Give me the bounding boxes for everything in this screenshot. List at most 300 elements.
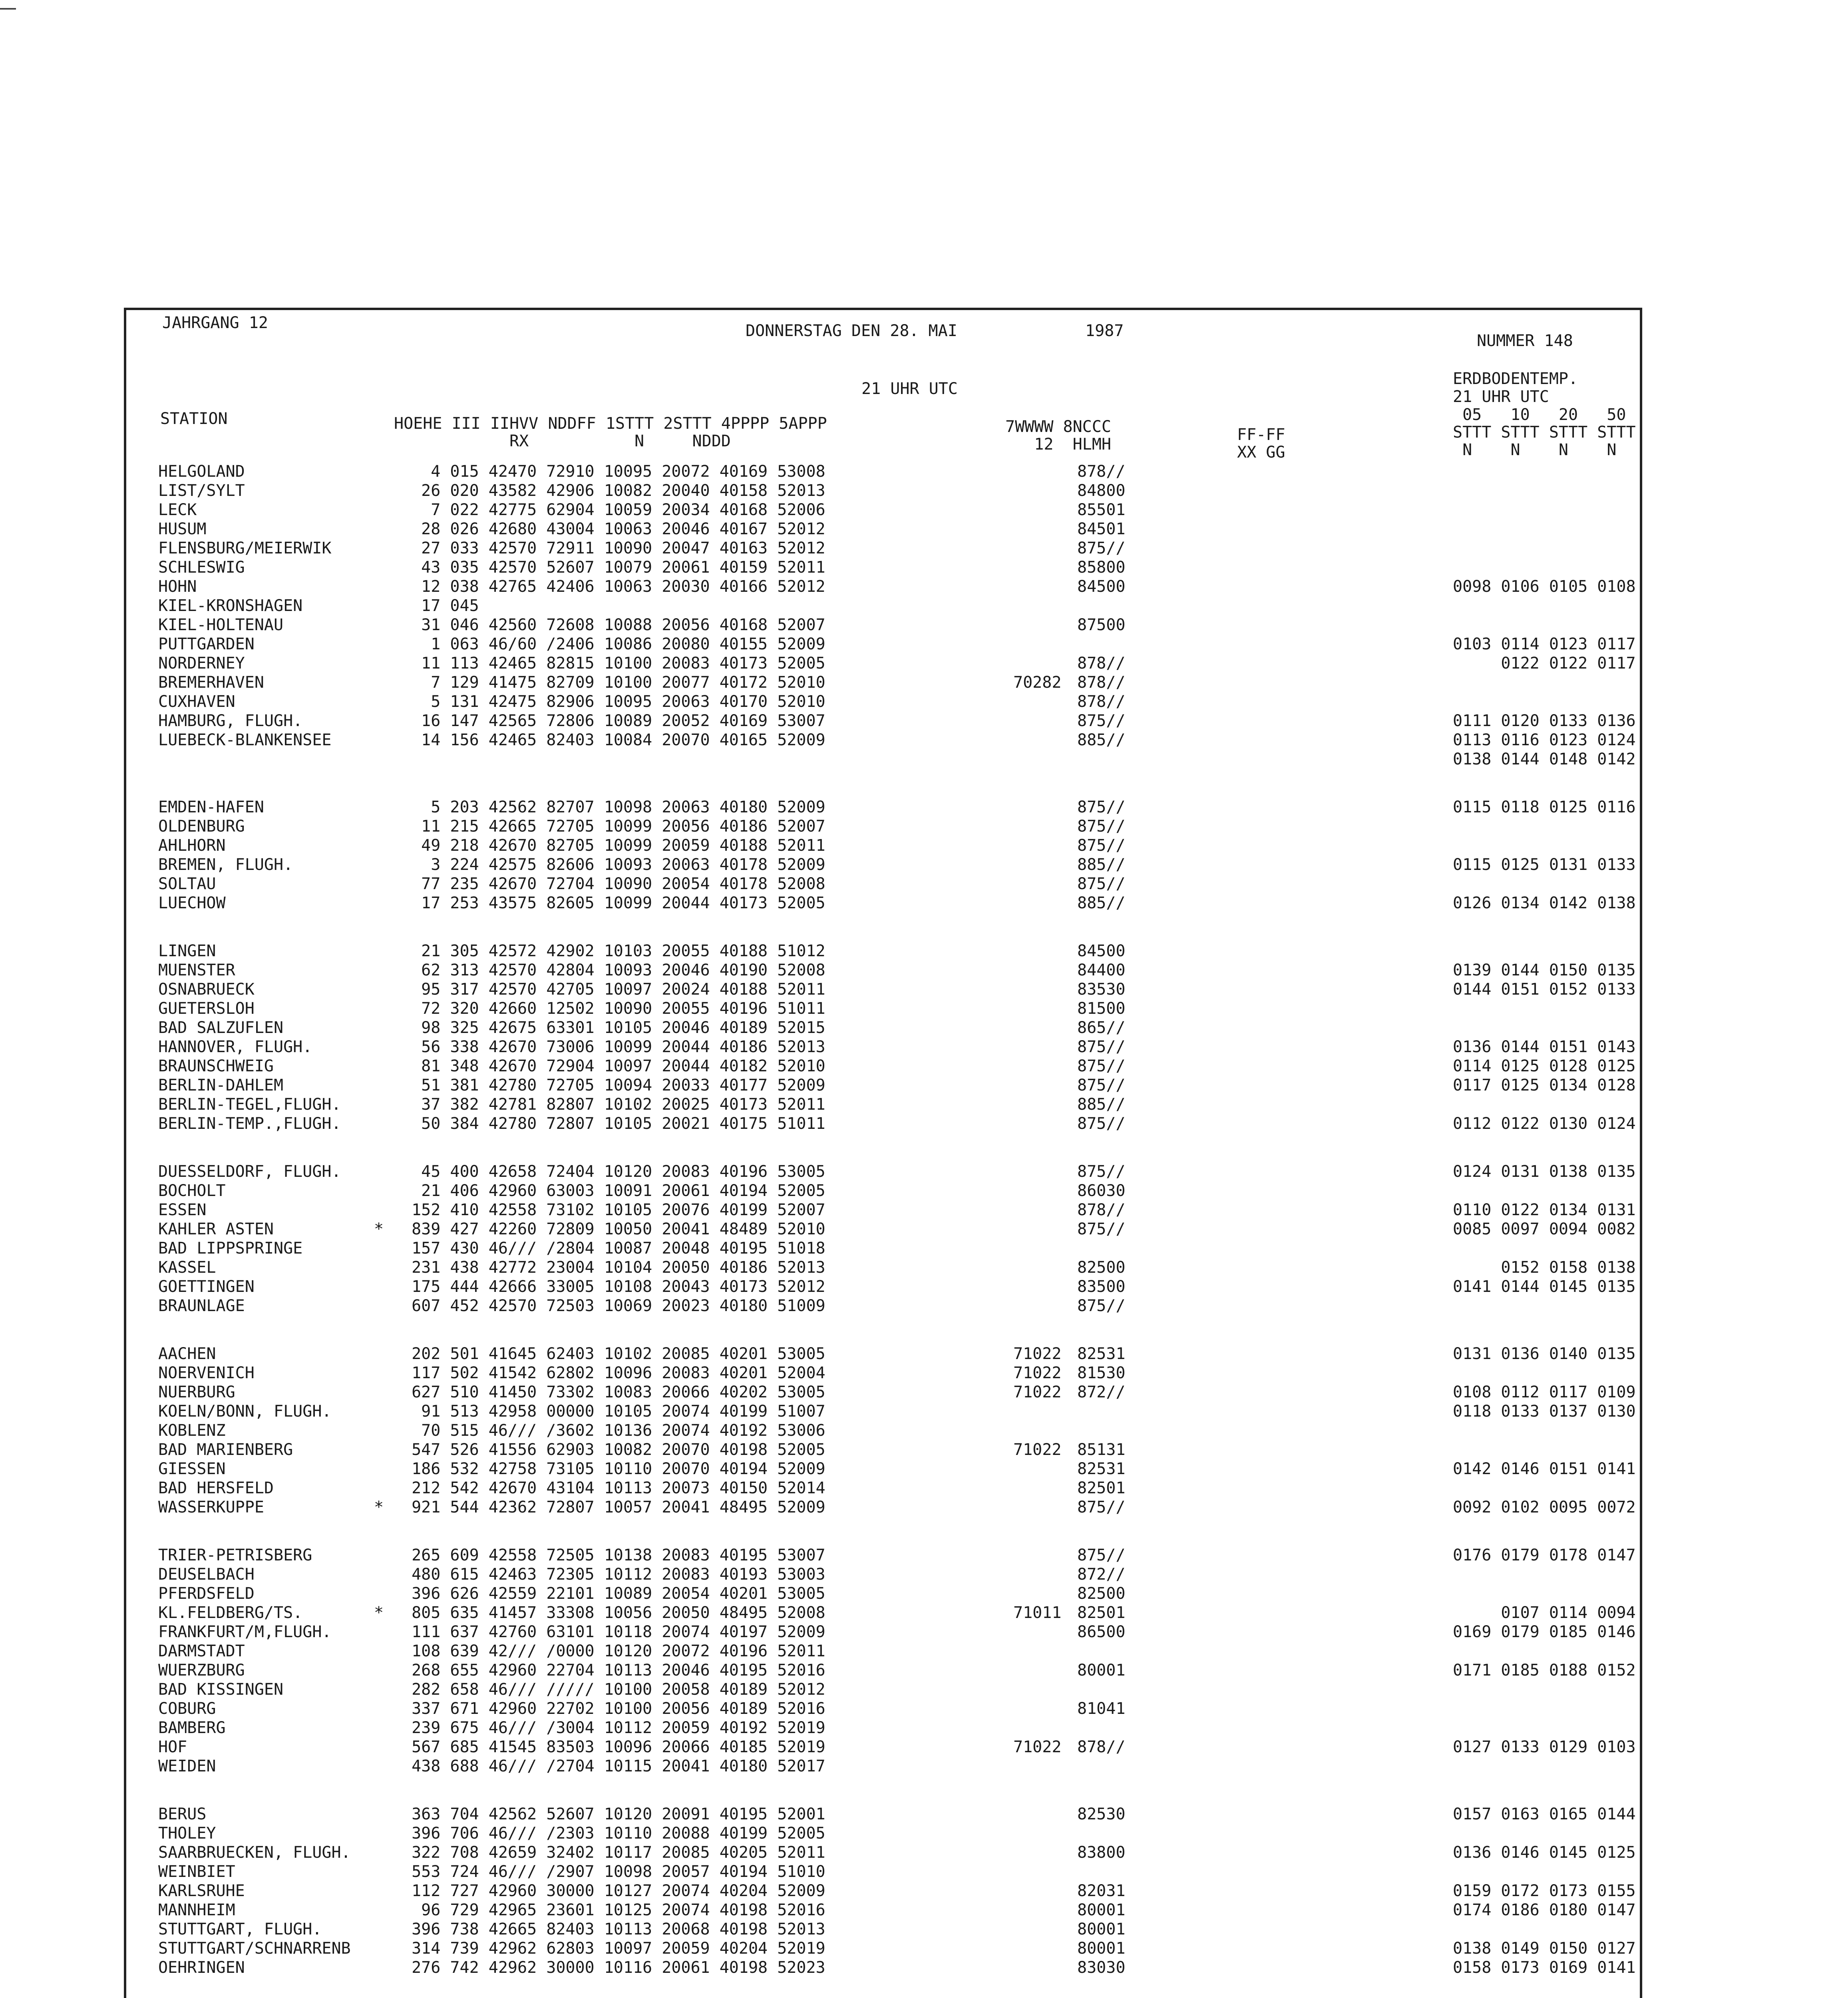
table-row bbox=[158, 596, 1637, 615]
table-row bbox=[158, 1479, 1637, 1498]
station-name: STUTTGART/SCHNARRENB bbox=[158, 1939, 351, 1958]
synop-groups: 396 738 42665 82403 10113 20068 40198 52013 bbox=[402, 1920, 826, 1938]
table-row bbox=[158, 1824, 1637, 1843]
synop-groups: 91 513 42958 00000 10105 20074 40199 51007 bbox=[402, 1402, 826, 1421]
synop-groups: 49 218 42670 82705 10099 20059 40188 52011 bbox=[402, 836, 826, 855]
station-name: BAD KISSINGEN bbox=[158, 1680, 284, 1699]
station-name: OEHRINGEN bbox=[158, 1958, 245, 1977]
weather-group: 71022 bbox=[1013, 1738, 1062, 1756]
station-name: FLENSBURG/MEIERWIK bbox=[158, 539, 332, 557]
synop-groups: 202 501 41645 62403 10102 20085 40201 53005 bbox=[402, 1345, 826, 1363]
synop-groups: 43 035 42570 52607 10079 20061 40159 52011 bbox=[402, 558, 826, 577]
table-row bbox=[158, 1805, 1637, 1824]
table-row bbox=[158, 1718, 1637, 1737]
soil-temperatures: 0115 0125 0131 0133 bbox=[1453, 856, 1636, 874]
station-name: HUSUM bbox=[158, 520, 207, 538]
soil-temperatures: 0114 0125 0128 0125 bbox=[1453, 1057, 1636, 1075]
synop-groups: 839 427 42260 72809 10050 20041 48489 52010 bbox=[402, 1220, 826, 1238]
synop-groups: 56 338 42670 73006 10099 20044 40186 52013 bbox=[402, 1038, 826, 1056]
cloud-group: 885// bbox=[1077, 856, 1126, 874]
table-row bbox=[158, 1440, 1637, 1459]
table-row bbox=[158, 1344, 1637, 1363]
station-name: BRAUNSCHWEIG bbox=[158, 1057, 274, 1075]
soil-temperatures: 0138 0144 0148 0142 bbox=[1453, 750, 1636, 768]
synop-groups: 5 131 42475 82906 10095 20063 40170 52010 bbox=[402, 693, 826, 711]
synop-groups: 16 147 42565 72806 10089 20052 40169 53007 bbox=[402, 712, 826, 730]
station-name: BOCHOLT bbox=[158, 1182, 226, 1200]
soil-temperatures: 0144 0151 0152 0133 bbox=[1453, 980, 1636, 999]
synop-groups: 186 532 42758 73105 10110 20070 40194 52009 bbox=[402, 1460, 826, 1478]
soil-temperatures: 0169 0179 0185 0146 bbox=[1453, 1623, 1636, 1641]
soil-temperatures: 0136 0144 0151 0143 bbox=[1453, 1038, 1636, 1056]
cloud-group: 872// bbox=[1077, 1565, 1126, 1584]
station-name: LECK bbox=[158, 501, 197, 519]
station-name: NOERVENICH bbox=[158, 1364, 255, 1382]
cloud-group: 84501 bbox=[1077, 520, 1126, 538]
table-row bbox=[158, 1296, 1637, 1315]
station-name: WUERZBURG bbox=[158, 1661, 245, 1680]
station-table bbox=[158, 462, 1637, 1998]
cloud-group: 85131 bbox=[1077, 1441, 1126, 1459]
table-row bbox=[158, 980, 1637, 999]
station-name: NUERBURG bbox=[158, 1383, 235, 1401]
synop-groups: 4 015 42470 72910 10095 20072 40169 53008 bbox=[402, 462, 826, 481]
synop-groups: 314 739 42962 62803 10097 20059 40204 52019 bbox=[402, 1939, 826, 1958]
station-name: LUECHOW bbox=[158, 894, 226, 912]
station-name: SAARBRUECKEN, FLUGH. bbox=[158, 1843, 351, 1862]
table-row bbox=[158, 1622, 1637, 1642]
main-columns-header: HOEHE III IIHVV NDDFF 1STTT 2STTT 4PPPP 5APPP bbox=[394, 414, 827, 433]
table-row bbox=[158, 1076, 1637, 1095]
table-row bbox=[158, 1200, 1637, 1220]
cloud-group: 885// bbox=[1077, 731, 1126, 749]
station-name: AHLHORN bbox=[158, 836, 226, 855]
mountain-marker: * bbox=[374, 1498, 384, 1516]
cloud-group: 875// bbox=[1077, 1220, 1126, 1238]
cloud-group: 82501 bbox=[1077, 1479, 1126, 1497]
table-row bbox=[158, 1546, 1637, 1565]
station-name: KIEL-HOLTENAU bbox=[158, 616, 284, 634]
weather-group: 71022 bbox=[1013, 1345, 1062, 1363]
volume-label: JAHRGANG 12 bbox=[162, 314, 268, 332]
station-name: MUENSTER bbox=[158, 961, 235, 979]
soil-temperatures: 0124 0131 0138 0135 bbox=[1453, 1162, 1636, 1181]
table-row bbox=[158, 1498, 1637, 1517]
synop-groups: 921 544 42362 72807 10057 20041 48495 52009 bbox=[402, 1498, 826, 1516]
soil-temp-title: ERDBODENTEMP. bbox=[1453, 370, 1578, 388]
soil-temperatures: 0171 0185 0188 0152 bbox=[1453, 1661, 1636, 1680]
table-row bbox=[158, 1661, 1637, 1680]
synop-groups: 70 515 46/// /3602 10136 20074 40192 53006 bbox=[402, 1421, 826, 1440]
soil-temperatures: 0112 0122 0130 0124 bbox=[1453, 1114, 1636, 1133]
synop-groups: 51 381 42780 72705 10094 20033 40177 52009 bbox=[402, 1076, 826, 1095]
synop-groups: 14 156 42465 82403 10084 20070 40165 52009 bbox=[402, 731, 826, 749]
synop-groups: 282 658 46/// ///// 10100 20058 40189 52012 bbox=[402, 1680, 826, 1699]
table-row bbox=[158, 577, 1637, 596]
station-group bbox=[158, 1805, 1637, 1977]
table-row bbox=[158, 1258, 1637, 1277]
soil-temperatures: 0136 0146 0145 0125 bbox=[1453, 1843, 1636, 1862]
cloud-group: 875// bbox=[1077, 817, 1126, 836]
wind-gust-subheader: XX GG bbox=[1237, 443, 1285, 462]
table-row bbox=[158, 1220, 1637, 1239]
table-row bbox=[158, 1699, 1637, 1718]
synop-groups: 112 727 42960 30000 10127 20074 40204 52009 bbox=[402, 1882, 826, 1900]
table-row bbox=[158, 855, 1637, 874]
weather-group: 71022 bbox=[1013, 1383, 1062, 1401]
station-name: PUTTGARDEN bbox=[158, 635, 255, 653]
synop-groups: 396 706 46/// /2303 10110 20088 40199 52005 bbox=[402, 1824, 826, 1843]
table-row bbox=[158, 1603, 1637, 1622]
synop-groups: 7 129 41475 82709 10100 20077 40172 52010 bbox=[402, 673, 826, 692]
cloud-group: 885// bbox=[1077, 894, 1126, 912]
table-row bbox=[158, 654, 1637, 673]
cloud-group: 875// bbox=[1077, 1162, 1126, 1181]
cloud-group: 885// bbox=[1077, 1095, 1126, 1114]
table-row bbox=[158, 817, 1637, 836]
synop-groups: 152 410 42558 73102 10105 20076 40199 52007 bbox=[402, 1201, 826, 1219]
cloud-group: 81530 bbox=[1077, 1364, 1126, 1382]
table-row bbox=[158, 1642, 1637, 1661]
station-name: HANNOVER, FLUGH. bbox=[158, 1038, 312, 1056]
station-name: BAD LIPPSPRINGE bbox=[158, 1239, 303, 1258]
cloud-group: 872// bbox=[1077, 1383, 1126, 1401]
soil-temperatures: 0131 0136 0140 0135 bbox=[1453, 1345, 1636, 1363]
station-group bbox=[158, 798, 1637, 913]
station-name: KOELN/BONN, FLUGH. bbox=[158, 1402, 332, 1421]
synop-groups: 37 382 42781 82807 10102 20025 40173 52011 bbox=[402, 1095, 826, 1114]
station-name: TRIER-PETRISBERG bbox=[158, 1546, 312, 1564]
table-row bbox=[158, 1095, 1637, 1114]
cloud-group: 878// bbox=[1077, 693, 1126, 711]
soil-temperatures: 0111 0120 0133 0136 bbox=[1453, 712, 1636, 730]
station-name: OSNABRUECK bbox=[158, 980, 255, 999]
station-name: HAMBURG, FLUGH. bbox=[158, 712, 303, 730]
cloud-group: 878// bbox=[1077, 1738, 1126, 1756]
cloud-group: 82530 bbox=[1077, 1805, 1126, 1823]
table-row bbox=[158, 615, 1637, 635]
cloud-group: 85800 bbox=[1077, 558, 1126, 577]
station-name: BAD MARIENBERG bbox=[158, 1441, 293, 1459]
station-name: BAD HERSFELD bbox=[158, 1479, 274, 1497]
station-name: WASSERKUPPE bbox=[158, 1498, 264, 1516]
synop-groups: 21 305 42572 42902 10103 20055 40188 51012 bbox=[402, 942, 826, 960]
cloud-group: 878// bbox=[1077, 1201, 1126, 1219]
cloud-group: 86500 bbox=[1077, 1623, 1126, 1641]
issue-number: NUMMER 148 bbox=[1477, 332, 1573, 350]
cloud-group: 82500 bbox=[1077, 1584, 1126, 1603]
soil-temperatures: 0092 0102 0095 0072 bbox=[1453, 1498, 1636, 1516]
cloud-group: 81041 bbox=[1077, 1699, 1126, 1718]
table-row bbox=[158, 1421, 1637, 1440]
table-row bbox=[158, 1239, 1637, 1258]
synop-groups: 547 526 41556 62903 10082 20070 40198 52005 bbox=[402, 1441, 826, 1459]
station-group bbox=[158, 1344, 1637, 1517]
soil-temperatures: 0113 0116 0123 0124 bbox=[1453, 731, 1636, 749]
synop-groups: 108 639 42/// /0000 10120 20072 40196 52011 bbox=[402, 1642, 826, 1660]
table-row bbox=[158, 1037, 1637, 1057]
soil-temperatures: 0158 0173 0169 0141 bbox=[1453, 1958, 1636, 1977]
table-row bbox=[158, 500, 1637, 519]
soil-temp-time: 21 UHR UTC bbox=[1453, 388, 1549, 406]
table-row bbox=[158, 730, 1637, 750]
cloud-group: 875// bbox=[1077, 539, 1126, 557]
synop-groups: 480 615 42463 72305 10112 20083 40193 53003 bbox=[402, 1565, 826, 1584]
synop-groups: 45 400 42658 72404 10120 20083 40196 53005 bbox=[402, 1162, 826, 1181]
synop-groups: 12 038 42765 42406 10063 20030 40166 52012 bbox=[402, 577, 826, 596]
synop-groups: 27 033 42570 72911 10090 20047 40163 52012 bbox=[402, 539, 826, 557]
cloud-group: 87500 bbox=[1077, 616, 1126, 634]
soil-temperatures: 0108 0112 0117 0109 bbox=[1453, 1383, 1636, 1401]
station-column-header: STATION bbox=[160, 410, 228, 428]
station-name: BAMBERG bbox=[158, 1719, 226, 1737]
station-name: BREMERHAVEN bbox=[158, 673, 264, 692]
table-row bbox=[158, 1402, 1637, 1421]
table-row bbox=[158, 1737, 1637, 1757]
synop-groups: 96 729 42965 23601 10125 20074 40198 52016 bbox=[402, 1901, 826, 1919]
observation-time: 21 UHR UTC bbox=[861, 380, 958, 398]
table-row bbox=[158, 1757, 1637, 1776]
station-name: LINGEN bbox=[158, 942, 216, 960]
station-name: HELGOLAND bbox=[158, 462, 245, 481]
cloud-group: 82031 bbox=[1077, 1882, 1126, 1900]
station-name: WEIDEN bbox=[158, 1757, 216, 1775]
synop-groups: 81 348 42670 72904 10097 20044 40182 52010 bbox=[402, 1057, 826, 1075]
station-name: GUETERSLOH bbox=[158, 999, 255, 1018]
synop-groups: 17 045 bbox=[402, 597, 479, 615]
synop-groups: 98 325 42675 63301 10105 20046 40189 52015 bbox=[402, 1019, 826, 1037]
synop-groups: 17 253 43575 82605 10099 20044 40173 52005 bbox=[402, 894, 826, 912]
table-row bbox=[158, 894, 1637, 913]
station-name: MANNHEIM bbox=[158, 1901, 235, 1919]
group-7-8-header: 7WWWW 8NCCC bbox=[1005, 418, 1111, 436]
synop-groups: 77 235 42670 72704 10090 20054 40178 52008 bbox=[402, 875, 826, 893]
station-group bbox=[158, 462, 1637, 769]
soil-temperatures: 0098 0106 0105 0108 bbox=[1453, 577, 1636, 596]
table-row bbox=[158, 673, 1637, 692]
main-columns-subheader: RX N NDDD bbox=[394, 432, 731, 450]
synop-groups: 21 406 42960 63003 10091 20061 40194 52005 bbox=[402, 1182, 826, 1200]
soil-stt-header: STTT STTT STTT STTT bbox=[1453, 423, 1636, 442]
cloud-group: 875// bbox=[1077, 1038, 1126, 1056]
station-name: PFERDSFELD bbox=[158, 1584, 255, 1603]
year-label: 1987 bbox=[1085, 322, 1124, 340]
synop-groups: 3 224 42575 82606 10093 20063 40178 52009 bbox=[402, 856, 826, 874]
cloud-group: 875// bbox=[1077, 1546, 1126, 1564]
station-name: DEUSELBACH bbox=[158, 1565, 255, 1584]
synop-groups: 337 671 42960 22702 10100 20056 40189 52016 bbox=[402, 1699, 826, 1718]
mountain-marker: * bbox=[374, 1220, 384, 1238]
cloud-group: 80001 bbox=[1077, 1920, 1126, 1938]
station-name: LUEBECK-BLANKENSEE bbox=[158, 731, 332, 749]
synop-groups: 62 313 42570 42804 10093 20046 40190 52008 bbox=[402, 961, 826, 979]
weather-group: 71022 bbox=[1013, 1441, 1062, 1459]
synop-groups: 607 452 42570 72503 10069 20023 40180 51009 bbox=[402, 1297, 826, 1315]
table-row bbox=[158, 1939, 1637, 1958]
table-row bbox=[158, 1114, 1637, 1133]
table-row bbox=[158, 519, 1637, 539]
table-row bbox=[158, 999, 1637, 1018]
table-row bbox=[158, 1862, 1637, 1881]
table-row bbox=[158, 539, 1637, 558]
station-name: NORDERNEY bbox=[158, 654, 245, 673]
soil-temperatures: 0118 0133 0137 0130 bbox=[1453, 1402, 1636, 1421]
synop-groups: 95 317 42570 42705 10097 20024 40188 52011 bbox=[402, 980, 826, 999]
synop-groups: 7 022 42775 62904 10059 20034 40168 52006 bbox=[402, 501, 826, 519]
station-name: BERLIN-TEGEL,FLUGH. bbox=[158, 1095, 341, 1114]
table-row bbox=[158, 1565, 1637, 1584]
synop-groups: 31 046 42560 72608 10088 20056 40168 52007 bbox=[402, 616, 826, 634]
station-name: KL.FELDBERG/TS. bbox=[158, 1604, 303, 1622]
synop-groups: 553 724 46/// /2907 10098 20057 40194 51010 bbox=[402, 1863, 826, 1881]
station-name: KAHLER ASTEN bbox=[158, 1220, 274, 1238]
soil-temperatures: 0127 0133 0129 0103 bbox=[1453, 1738, 1636, 1756]
soil-temperatures: 0138 0149 0150 0127 bbox=[1453, 1939, 1636, 1958]
soil-temperatures: 0085 0097 0094 0082 bbox=[1453, 1220, 1636, 1238]
station-name: KOBLENZ bbox=[158, 1421, 226, 1440]
table-row bbox=[158, 1162, 1637, 1181]
soil-temperatures: 0157 0163 0165 0144 bbox=[1453, 1805, 1636, 1823]
soil-temperatures: 0115 0118 0125 0116 bbox=[1453, 798, 1636, 816]
soil-temperatures: 0141 0144 0145 0135 bbox=[1453, 1278, 1636, 1296]
station-name: AACHEN bbox=[158, 1345, 216, 1363]
table-row bbox=[158, 692, 1637, 711]
cloud-group: 83030 bbox=[1077, 1958, 1126, 1977]
table-row bbox=[158, 462, 1637, 481]
station-name: DUESSELDORF, FLUGH. bbox=[158, 1162, 341, 1181]
cloud-group: 82500 bbox=[1077, 1258, 1126, 1277]
soil-temperatures: 0142 0146 0151 0141 bbox=[1453, 1460, 1636, 1478]
station-name: SOLTAU bbox=[158, 875, 216, 893]
soil-temperatures: 0103 0114 0123 0117 bbox=[1453, 635, 1636, 653]
station-name: CUXHAVEN bbox=[158, 693, 235, 711]
soil-temperatures: 0139 0144 0150 0135 bbox=[1453, 961, 1636, 979]
station-group bbox=[158, 941, 1637, 1133]
station-name: HOHN bbox=[158, 577, 197, 596]
table-row bbox=[158, 1958, 1637, 1977]
synop-groups: 117 502 41542 62802 10096 20083 40201 52004 bbox=[402, 1364, 826, 1382]
soil-n-header: N N N N bbox=[1453, 441, 1617, 459]
cloud-group: 878// bbox=[1077, 673, 1126, 692]
margin-mark bbox=[0, 8, 16, 10]
synop-groups: 28 026 42680 43004 10063 20046 40167 52012 bbox=[402, 520, 826, 538]
soil-temperatures: 0152 0158 0138 bbox=[1453, 1258, 1636, 1277]
cloud-group: 875// bbox=[1077, 836, 1126, 855]
synop-groups: 265 609 42558 72505 10138 20083 40195 53007 bbox=[402, 1546, 826, 1564]
station-name: SCHLESWIG bbox=[158, 558, 245, 577]
table-row bbox=[158, 711, 1637, 730]
station-name: COBURG bbox=[158, 1699, 216, 1718]
cloud-group: 84500 bbox=[1077, 942, 1126, 960]
table-row bbox=[158, 1181, 1637, 1200]
soil-temperatures: 0117 0125 0134 0128 bbox=[1453, 1076, 1636, 1095]
cloud-group: 80001 bbox=[1077, 1901, 1126, 1919]
synop-groups: 396 626 42559 22101 10089 20054 40201 53005 bbox=[402, 1584, 826, 1603]
table-row bbox=[158, 941, 1637, 961]
soil-temperatures: 0159 0172 0173 0155 bbox=[1453, 1882, 1636, 1900]
station-name: BERUS bbox=[158, 1805, 207, 1823]
table-row bbox=[158, 798, 1637, 817]
station-name: ESSEN bbox=[158, 1201, 207, 1219]
table-row bbox=[158, 1383, 1637, 1402]
synop-groups: 1 063 46/60 /2406 10086 20080 40155 52009 bbox=[402, 635, 826, 653]
mountain-marker: * bbox=[374, 1604, 384, 1622]
soil-temperatures: 0110 0122 0134 0131 bbox=[1453, 1201, 1636, 1219]
soil-temperatures: 0126 0134 0142 0138 bbox=[1453, 894, 1636, 912]
soil-temperatures: 0107 0114 0094 bbox=[1453, 1604, 1636, 1622]
cloud-group: 875// bbox=[1077, 1297, 1126, 1315]
cloud-group: 878// bbox=[1077, 462, 1126, 481]
cloud-group: 83530 bbox=[1077, 980, 1126, 999]
synop-groups: 276 742 42962 30000 10116 20061 40198 52023 bbox=[402, 1958, 826, 1977]
station-name: BERLIN-DAHLEM bbox=[158, 1076, 284, 1095]
table-row bbox=[158, 481, 1637, 500]
table-row bbox=[158, 1277, 1637, 1296]
table-row bbox=[158, 961, 1637, 980]
synop-groups: 72 320 42660 12502 10090 20055 40196 51011 bbox=[402, 999, 826, 1018]
weather-group: 70282 bbox=[1013, 673, 1062, 692]
soil-temperatures: 0174 0186 0180 0147 bbox=[1453, 1901, 1636, 1919]
synop-groups: 363 704 42562 52607 10120 20091 40195 52001 bbox=[402, 1805, 826, 1823]
table-row bbox=[158, 1057, 1637, 1076]
station-name: KASSEL bbox=[158, 1258, 216, 1277]
station-name: THOLEY bbox=[158, 1824, 216, 1843]
station-group bbox=[158, 1162, 1637, 1315]
station-name: WEINBIET bbox=[158, 1863, 235, 1881]
wind-gust-header: FF-FF bbox=[1237, 426, 1285, 444]
station-group bbox=[158, 1546, 1637, 1776]
table-row bbox=[158, 1881, 1637, 1900]
station-name: KARLSRUHE bbox=[158, 1882, 245, 1900]
cloud-group: 875// bbox=[1077, 1057, 1126, 1075]
cloud-group: 86030 bbox=[1077, 1182, 1126, 1200]
group-7-8-subheader: 12 HLMH bbox=[1005, 435, 1111, 454]
station-name: BREMEN, FLUGH. bbox=[158, 856, 293, 874]
cloud-group: 875// bbox=[1077, 1498, 1126, 1516]
station-name: LIST/SYLT bbox=[158, 482, 245, 500]
synop-groups: 567 685 41545 83503 10096 20066 40185 52019 bbox=[402, 1738, 826, 1756]
cloud-group: 875// bbox=[1077, 875, 1126, 893]
table-row bbox=[158, 1680, 1637, 1699]
synop-groups: 805 635 41457 33308 10056 20050 48495 52008 bbox=[402, 1604, 826, 1622]
table-row bbox=[158, 1900, 1637, 1920]
station-name: BERLIN-TEMP.,FLUGH. bbox=[158, 1114, 341, 1133]
synop-groups: 627 510 41450 73302 10083 20066 40202 53005 bbox=[402, 1383, 826, 1401]
station-name: GOETTINGEN bbox=[158, 1278, 255, 1296]
table-row bbox=[158, 836, 1637, 855]
synop-groups: 322 708 42659 32402 10117 20085 40205 52011 bbox=[402, 1843, 826, 1862]
cloud-group: 80001 bbox=[1077, 1939, 1126, 1958]
synop-groups: 268 655 42960 22704 10113 20046 40195 52016 bbox=[402, 1661, 826, 1680]
weather-group: 71022 bbox=[1013, 1364, 1062, 1382]
station-name: BRAUNLAGE bbox=[158, 1297, 245, 1315]
cloud-group: 875// bbox=[1077, 798, 1126, 816]
synop-groups: 5 203 42562 82707 10098 20063 40180 52009 bbox=[402, 798, 826, 816]
cloud-group: 84500 bbox=[1077, 577, 1126, 596]
weather-group: 71011 bbox=[1013, 1604, 1062, 1622]
soil-temperatures: 0176 0179 0178 0147 bbox=[1453, 1546, 1636, 1564]
cloud-group: 84400 bbox=[1077, 961, 1126, 979]
cloud-group: 875// bbox=[1077, 1076, 1126, 1095]
station-name: STUTTGART, FLUGH. bbox=[158, 1920, 322, 1938]
table-row bbox=[158, 750, 1637, 769]
date-label: DONNERSTAG DEN 28. MAI bbox=[746, 322, 957, 340]
synop-groups: 11 215 42665 72705 10099 20056 40186 52007 bbox=[402, 817, 826, 836]
cloud-group: 82501 bbox=[1077, 1604, 1126, 1622]
synop-groups: 212 542 42670 43104 10113 20073 40150 52014 bbox=[402, 1479, 826, 1497]
synop-groups: 50 384 42780 72807 10105 20021 40175 51011 bbox=[402, 1114, 826, 1133]
synop-groups: 175 444 42666 33005 10108 20043 40173 52012 bbox=[402, 1278, 826, 1296]
